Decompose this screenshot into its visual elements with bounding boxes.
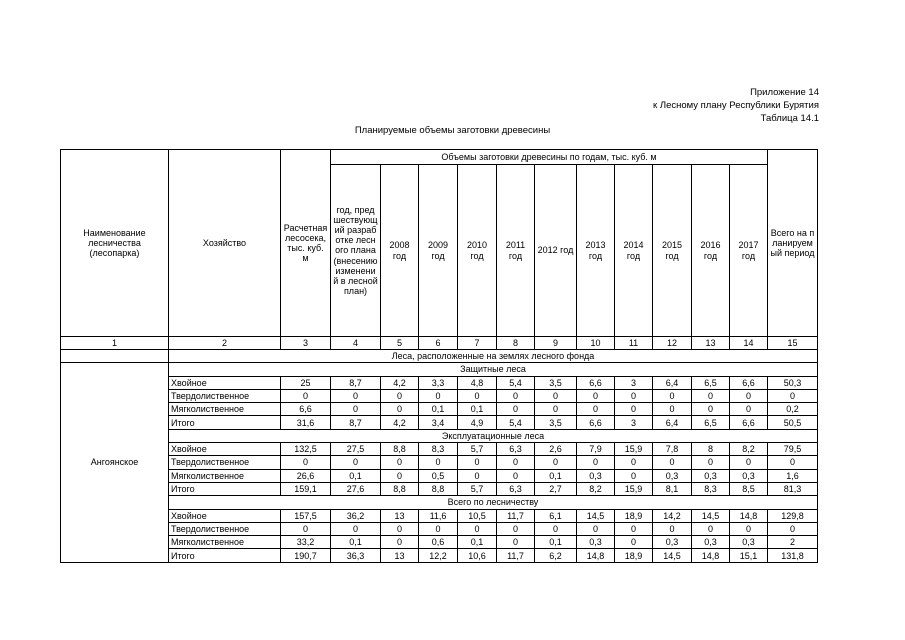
value-cell: 10,6 xyxy=(458,549,497,562)
farm-type: Мягколиственное xyxy=(169,469,281,482)
value-cell: 8,8 xyxy=(419,482,458,495)
farm-type: Хвойное xyxy=(169,376,281,389)
farm-type: Итого xyxy=(169,416,281,429)
value-cell: 0 xyxy=(653,522,692,535)
header-farm: Хозяйство xyxy=(169,150,281,337)
value-cell: 14,8 xyxy=(692,549,730,562)
value-cell: 10,5 xyxy=(458,509,497,522)
value-cell: 0 xyxy=(497,456,535,469)
value-cell: 0,3 xyxy=(730,469,768,482)
farm-type: Твердолиственное xyxy=(169,389,281,402)
farm-type: Твердолиственное xyxy=(169,456,281,469)
value-cell: 8,3 xyxy=(692,482,730,495)
value-cell: 0,1 xyxy=(458,536,497,549)
value-cell: 0 xyxy=(615,403,653,416)
value-cell: 3,5 xyxy=(535,416,577,429)
value-cell: 0,1 xyxy=(331,469,381,482)
column-number: 6 xyxy=(419,337,458,350)
header-cutting-area: Расчетная лесосека, тыс. куб. м xyxy=(281,150,331,337)
value-cell: 14,2 xyxy=(653,509,692,522)
value-cell: 159,1 xyxy=(281,482,331,495)
value-cell: 13 xyxy=(381,549,419,562)
value-cell: 6,3 xyxy=(497,482,535,495)
value-cell: 0,5 xyxy=(419,469,458,482)
value-cell: 0 xyxy=(692,522,730,535)
value-cell: 4,8 xyxy=(458,376,497,389)
value-cell: 0 xyxy=(331,456,381,469)
value-cell: 0 xyxy=(768,456,818,469)
value-cell: 6,4 xyxy=(653,376,692,389)
table-row xyxy=(61,549,818,562)
value-cell: 12,2 xyxy=(419,549,458,562)
appendix-line-2: к Лесному плану Республики Бурятия xyxy=(653,100,819,111)
value-cell: 0 xyxy=(497,389,535,402)
value-cell: 0 xyxy=(730,522,768,535)
value-cell: 0,1 xyxy=(331,536,381,549)
value-cell: 4,2 xyxy=(381,416,419,429)
header-year: 2009 год xyxy=(419,165,458,337)
value-cell: 0 xyxy=(497,469,535,482)
value-cell: 0 xyxy=(281,389,331,402)
value-cell: 81,3 xyxy=(768,482,818,495)
value-cell: 0,3 xyxy=(692,536,730,549)
column-number: 8 xyxy=(497,337,535,350)
value-cell: 0 xyxy=(381,469,419,482)
value-cell: 2 xyxy=(768,536,818,549)
column-number: 14 xyxy=(730,337,768,350)
column-number: 15 xyxy=(768,337,818,350)
farm-type: Мягколиственное xyxy=(169,536,281,549)
value-cell: 3 xyxy=(615,416,653,429)
value-cell: 0 xyxy=(535,403,577,416)
value-cell: 6,6 xyxy=(281,403,331,416)
farm-type: Итого xyxy=(169,549,281,562)
value-cell: 0 xyxy=(281,522,331,535)
header-year: 2014 год xyxy=(615,165,653,337)
value-cell: 5,7 xyxy=(458,482,497,495)
table-row xyxy=(61,376,818,389)
column-number: 7 xyxy=(458,337,497,350)
value-cell: 11,7 xyxy=(497,549,535,562)
value-cell: 8,2 xyxy=(730,443,768,456)
value-cell: 0 xyxy=(497,403,535,416)
value-cell: 8,1 xyxy=(653,482,692,495)
value-cell: 190,7 xyxy=(281,549,331,562)
value-cell: 50,5 xyxy=(768,416,818,429)
value-cell: 1,6 xyxy=(768,469,818,482)
value-cell: 0,1 xyxy=(535,469,577,482)
value-cell: 0 xyxy=(419,456,458,469)
value-cell: 0 xyxy=(497,536,535,549)
value-cell: 0 xyxy=(692,389,730,402)
value-cell: 8 xyxy=(692,443,730,456)
value-cell: 0 xyxy=(577,456,615,469)
value-cell: 0 xyxy=(730,389,768,402)
farm-type: Хвойное xyxy=(169,443,281,456)
value-cell: 6,1 xyxy=(535,509,577,522)
value-cell: 0 xyxy=(768,522,818,535)
value-cell: 0 xyxy=(577,403,615,416)
value-cell: 2,7 xyxy=(535,482,577,495)
column-number: 10 xyxy=(577,337,615,350)
value-cell: 0 xyxy=(458,522,497,535)
document-title: Планируемые объемы заготовки древесины xyxy=(354,125,551,136)
harvest-volume-table xyxy=(60,149,818,563)
value-cell: 8,7 xyxy=(331,376,381,389)
value-cell: 0,3 xyxy=(577,469,615,482)
header-year: 2011 год xyxy=(497,165,535,337)
value-cell: 0 xyxy=(653,456,692,469)
appendix-line-1: Приложение 14 xyxy=(750,87,819,98)
value-cell: 4,9 xyxy=(458,416,497,429)
value-cell: 8,2 xyxy=(577,482,615,495)
value-cell: 11,7 xyxy=(497,509,535,522)
value-cell: 14,5 xyxy=(692,509,730,522)
header-previous-year: год, предшествующий разработке лесного плана (внесению изменений в лесной план) xyxy=(331,165,381,337)
value-cell: 14,8 xyxy=(577,549,615,562)
value-cell: 157,5 xyxy=(281,509,331,522)
value-cell: 14,5 xyxy=(577,509,615,522)
column-number: 5 xyxy=(381,337,419,350)
value-cell: 0 xyxy=(577,389,615,402)
section-title: Защитные леса xyxy=(169,363,818,376)
value-cell: 18,9 xyxy=(615,549,653,562)
value-cell: 0,1 xyxy=(535,536,577,549)
header-year: 2012 год xyxy=(535,165,577,337)
value-cell: 6,4 xyxy=(653,416,692,429)
value-cell: 6,5 xyxy=(692,376,730,389)
value-cell: 15,9 xyxy=(615,482,653,495)
value-cell: 0 xyxy=(615,456,653,469)
value-cell: 2,6 xyxy=(535,443,577,456)
value-cell: 8,3 xyxy=(419,443,458,456)
value-cell: 8,7 xyxy=(331,416,381,429)
value-cell: 0 xyxy=(458,456,497,469)
value-cell: 0 xyxy=(615,389,653,402)
column-number: 4 xyxy=(331,337,381,350)
value-cell: 0 xyxy=(692,456,730,469)
value-cell: 0 xyxy=(419,522,458,535)
value-cell: 26,6 xyxy=(281,469,331,482)
farm-type: Итого xyxy=(169,482,281,495)
table-row xyxy=(61,403,818,416)
value-cell: 0 xyxy=(381,403,419,416)
value-cell: 4,2 xyxy=(381,376,419,389)
column-number: 11 xyxy=(615,337,653,350)
value-cell: 3,4 xyxy=(419,416,458,429)
value-cell: 33,2 xyxy=(281,536,331,549)
table-row xyxy=(61,509,818,522)
value-cell: 0 xyxy=(692,403,730,416)
value-cell: 0 xyxy=(535,389,577,402)
value-cell: 0 xyxy=(768,389,818,402)
value-cell: 6,6 xyxy=(577,376,615,389)
value-cell: 8,5 xyxy=(730,482,768,495)
column-number: 3 xyxy=(281,337,331,350)
value-cell: 79,5 xyxy=(768,443,818,456)
section-title: Всего по лесничеству xyxy=(169,496,818,509)
value-cell: 6,5 xyxy=(692,416,730,429)
header-year: 2017 год xyxy=(730,165,768,337)
value-cell: 0 xyxy=(497,522,535,535)
land-category-title: Леса, расположенные на землях лесного фонда xyxy=(169,350,818,363)
table-row xyxy=(61,469,818,482)
value-cell: 0 xyxy=(458,389,497,402)
appendix-reference xyxy=(653,86,819,125)
column-number: 2 xyxy=(169,337,281,350)
header-year: 2013 год xyxy=(577,165,615,337)
farm-type: Хвойное xyxy=(169,509,281,522)
value-cell: 27,6 xyxy=(331,482,381,495)
value-cell: 6,6 xyxy=(730,416,768,429)
value-cell: 7,8 xyxy=(653,443,692,456)
table-row xyxy=(61,482,818,495)
value-cell: 3,3 xyxy=(419,376,458,389)
appendix-line-3: Таблица 14.1 xyxy=(760,113,819,124)
value-cell: 6,3 xyxy=(497,443,535,456)
value-cell: 8,8 xyxy=(381,482,419,495)
section-title: Эксплуатационные леса xyxy=(169,429,818,442)
value-cell: 5,7 xyxy=(458,443,497,456)
value-cell: 0,3 xyxy=(577,536,615,549)
value-cell: 0 xyxy=(535,456,577,469)
column-number: 9 xyxy=(535,337,577,350)
value-cell: 15,1 xyxy=(730,549,768,562)
value-cell: 14,8 xyxy=(730,509,768,522)
value-cell: 7,9 xyxy=(577,443,615,456)
value-cell: 0,1 xyxy=(458,403,497,416)
value-cell: 5,4 xyxy=(497,416,535,429)
value-cell: 0 xyxy=(381,522,419,535)
value-cell: 36,2 xyxy=(331,509,381,522)
column-number: 12 xyxy=(653,337,692,350)
empty-cell xyxy=(61,350,169,363)
value-cell: 8,8 xyxy=(381,443,419,456)
header-forestry: Наименование лесничества (лесопарка) xyxy=(61,150,169,337)
column-number: 13 xyxy=(692,337,730,350)
value-cell: 0 xyxy=(381,456,419,469)
value-cell: 0,2 xyxy=(768,403,818,416)
value-cell: 0 xyxy=(615,522,653,535)
value-cell: 0 xyxy=(730,456,768,469)
value-cell: 11,6 xyxy=(419,509,458,522)
value-cell: 0 xyxy=(419,389,458,402)
value-cell: 0,1 xyxy=(419,403,458,416)
value-cell: 0,6 xyxy=(419,536,458,549)
value-cell: 0 xyxy=(653,403,692,416)
value-cell: 0,3 xyxy=(692,469,730,482)
value-cell: 131,8 xyxy=(768,549,818,562)
value-cell: 6,2 xyxy=(535,549,577,562)
value-cell: 3,5 xyxy=(535,376,577,389)
table-row xyxy=(61,389,818,402)
value-cell: 50,3 xyxy=(768,376,818,389)
value-cell: 0 xyxy=(381,536,419,549)
value-cell: 0 xyxy=(615,536,653,549)
value-cell: 0 xyxy=(458,469,497,482)
table-row xyxy=(61,416,818,429)
value-cell: 129,8 xyxy=(768,509,818,522)
value-cell: 15,9 xyxy=(615,443,653,456)
table-row xyxy=(61,522,818,535)
value-cell: 0 xyxy=(331,403,381,416)
value-cell: 0,3 xyxy=(730,536,768,549)
forestry-name: Ангоянское xyxy=(61,363,169,562)
value-cell: 36,3 xyxy=(331,549,381,562)
value-cell: 132,5 xyxy=(281,443,331,456)
value-cell: 13 xyxy=(381,509,419,522)
value-cell: 0 xyxy=(730,403,768,416)
value-cell: 14,5 xyxy=(653,549,692,562)
value-cell: 0,3 xyxy=(653,536,692,549)
header-year: 2008 год xyxy=(381,165,419,337)
header-year: 2016 год xyxy=(692,165,730,337)
value-cell: 0,3 xyxy=(653,469,692,482)
value-cell: 18,9 xyxy=(615,509,653,522)
value-cell: 3 xyxy=(615,376,653,389)
value-cell: 25 xyxy=(281,376,331,389)
value-cell: 0 xyxy=(615,469,653,482)
value-cell: 5,4 xyxy=(497,376,535,389)
value-cell: 27,5 xyxy=(331,443,381,456)
value-cell: 0 xyxy=(331,389,381,402)
table-row xyxy=(61,536,818,549)
header-total: Всего на планируемый период xyxy=(768,150,818,337)
value-cell: 0 xyxy=(331,522,381,535)
value-cell: 0 xyxy=(535,522,577,535)
value-cell: 0 xyxy=(577,522,615,535)
header-year: 2015 год xyxy=(653,165,692,337)
header-volume-group: Объемы заготовки древесины по годам, тыс. куб. м xyxy=(331,150,768,165)
value-cell: 0 xyxy=(381,389,419,402)
value-cell: 6,6 xyxy=(577,416,615,429)
value-cell: 31,6 xyxy=(281,416,331,429)
value-cell: 0 xyxy=(653,389,692,402)
value-cell: 0 xyxy=(281,456,331,469)
farm-type: Твердолиственное xyxy=(169,522,281,535)
value-cell: 6,6 xyxy=(730,376,768,389)
column-number: 1 xyxy=(61,337,169,350)
header-year: 2010 год xyxy=(458,165,497,337)
table-row xyxy=(61,456,818,469)
table-row xyxy=(61,443,818,456)
farm-type: Мягколиственное xyxy=(169,403,281,416)
